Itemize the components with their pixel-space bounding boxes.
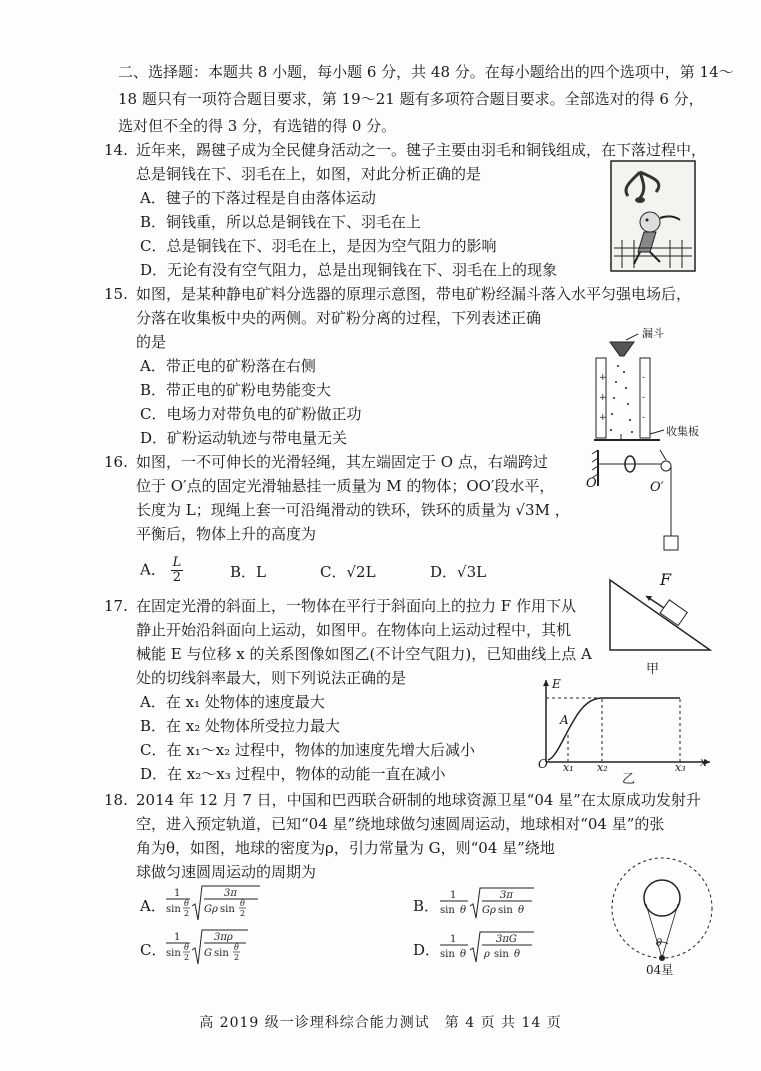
section-line-1: 二、选择题：本题共 8 小题，每小题 6 分，共 48 分。在每小题给出的四个选项中，第 14～ xyxy=(118,63,734,81)
section-line-3: 选对但不全的得 3 分，有选错的得 0 分。 xyxy=(118,117,397,135)
svg-text:-: - xyxy=(642,373,646,383)
svg-text:1: 1 xyxy=(450,934,457,945)
svg-text:3π: 3π xyxy=(500,890,513,901)
svg-text:-: - xyxy=(642,413,646,423)
svg-text:+: + xyxy=(599,373,607,383)
q17-option-d: D．在 x₂～x₃ 过程中，物体的动能一直在减小 xyxy=(140,765,446,783)
q15-funnel-label: 漏斗 xyxy=(642,327,664,340)
svg-text:1: 1 xyxy=(174,888,181,899)
q15-stem-3: 的是 xyxy=(136,333,167,351)
q17-x3-label: x₃ xyxy=(675,761,686,774)
svg-text:+: + xyxy=(599,393,607,403)
q17-number: 17. xyxy=(104,597,128,615)
svg-text:sin: sin xyxy=(498,905,513,916)
svg-text:+: + xyxy=(599,413,607,423)
q18-option-d-formula xyxy=(438,930,538,966)
q16-point-o-label: O xyxy=(586,476,597,491)
svg-text:Gρ: Gρ xyxy=(482,905,496,916)
q14-stem-1: 近年来，踢毽子成为全民健身活动之一。毽子主要由羽毛和铜钱组成，在下落过程中， xyxy=(136,141,707,159)
q18-option-a-label: A． xyxy=(140,897,166,915)
q18-stem-1: 2014 年 12 月 7 日，中国和巴西联合研制的地球资源卫星“04 星”在太原成功发射升 xyxy=(136,791,701,809)
q17-stem-4: 处的切线斜率最大，则下列说法正确的是 xyxy=(136,669,407,687)
q16-option-a-fraction xyxy=(171,556,184,585)
q18-stem-2: 空，进入预定轨道，已知“04 星”绕地球做匀速圆周运动，地球相对“04 星”的张 xyxy=(136,815,665,833)
q18-number: 18. xyxy=(104,791,128,809)
q17-stem-3: 械能 E 与位移 x 的关系图像如图乙(不计空气阻力)，已知曲线上点 A xyxy=(136,645,592,663)
svg-text:sin: sin xyxy=(440,949,455,960)
q16-option-a-numerator: L xyxy=(172,555,182,570)
q18-option-b-formula xyxy=(438,886,538,922)
q14-number: 14. xyxy=(104,141,128,159)
q17-stem-1: 在固定光滑的斜面上，一物体在平行于斜面向上的拉力 F 作用下从 xyxy=(136,597,576,615)
q16-stem-3: 长度为 L；现绳上套一可沿绳滑动的铁环，铁环的质量为 √3M ， xyxy=(136,501,570,519)
q16-rope-figure xyxy=(590,446,700,554)
svg-text:θ: θ xyxy=(184,899,189,908)
q17-figure-yi-label: 乙 xyxy=(622,772,636,787)
q16-option-a-label: A． xyxy=(140,560,166,579)
q15-option-a: A．带正电的矿粉落在右侧 xyxy=(140,357,316,375)
svg-text:θ: θ xyxy=(234,943,239,952)
q17-point-a-label: A xyxy=(560,713,569,727)
svg-text:2: 2 xyxy=(184,953,190,962)
q16-option-c: C．√2L xyxy=(320,563,376,581)
q15-option-c: C．电场力对带负电的矿粉做正功 xyxy=(140,405,362,423)
svg-text:1: 1 xyxy=(450,890,457,901)
q15-plate-label: 收集板 xyxy=(666,425,699,438)
q16-option-a-denominator: 2 xyxy=(172,570,182,585)
svg-text:sin: sin xyxy=(494,949,509,960)
svg-text:2: 2 xyxy=(234,953,240,962)
q18-satellite-label: 04星 xyxy=(646,963,674,977)
svg-text:-: - xyxy=(642,393,646,403)
q14-option-d: D．无论有没有空气阻力，总是出现铜钱在下、羽毛在上的现象 xyxy=(140,261,558,279)
q17-axis-e-label: E xyxy=(552,677,561,691)
q17-stem-2: 静止开始沿斜面向上运动，如图甲。在物体向上运动过程中，其机 xyxy=(136,621,572,639)
q15-number: 15. xyxy=(104,285,128,303)
svg-text:sin: sin xyxy=(220,904,235,915)
q17-option-c: C．在 x₁～x₂ 过程中，物体的加速度先增大后减小 xyxy=(140,741,475,759)
q18-option-b-label: B． xyxy=(413,897,440,915)
q15-stem-2: 分落在收集板中央的两侧。对矿粉分离的过程，下列表述正确 xyxy=(136,309,542,327)
q14-shuttlecock-figure xyxy=(610,160,696,272)
q17-x1-label: x₁ xyxy=(563,761,574,774)
q16-option-b: B．L xyxy=(230,563,266,581)
q18-stem-4: 球做匀速圆周运动的周期为 xyxy=(136,863,317,881)
svg-text:G: G xyxy=(204,948,212,959)
q17-force-label: F xyxy=(660,570,672,589)
page-footer: 高 2019 级一诊理科综合能力测试 第 4 页 共 14 页 xyxy=(199,1015,562,1031)
svg-text:sin: sin xyxy=(166,948,181,959)
svg-text:θ: θ xyxy=(460,949,467,960)
q17-axis-x-label: x xyxy=(700,755,707,769)
q18-stem-3: 角为θ，如图，地球的密度为ρ，引力常量为 G，则“04 星”绕地 xyxy=(136,839,555,857)
q18-option-c-formula xyxy=(164,928,264,972)
svg-text:sin: sin xyxy=(440,905,455,916)
svg-text:sin: sin xyxy=(214,948,229,959)
svg-text:ρ: ρ xyxy=(484,949,490,960)
q14-option-a: A．毽子的下落过程是自由落体运动 xyxy=(140,189,376,207)
q17-origin-label: O xyxy=(538,757,548,771)
svg-text:θ: θ xyxy=(184,943,189,952)
q17-option-b: B．在 x₂ 处物体所受拉力最大 xyxy=(140,717,341,735)
q16-point-o2-label: O′ xyxy=(650,480,664,495)
q16-stem-1: 如图，一不可伸长的光滑轻绳，其左端固定于 O 点，右端跨过 xyxy=(136,453,548,471)
q16-stem-4: 平衡后，物体上升的高度为 xyxy=(136,525,317,543)
svg-text:2: 2 xyxy=(240,909,246,918)
q16-stem-2: 位于 O′点的固定光滑轴悬挂一质量为 M 的物体；OO′段水平， xyxy=(136,477,555,495)
q17-x2-label: x₂ xyxy=(597,761,608,774)
q14-stem-2: 总是铜钱在下、羽毛在上，如图，对此分析正确的是 xyxy=(136,165,482,183)
q14-option-c: C．总是铜钱在下、羽毛在上，是因为空气阻力的影响 xyxy=(140,237,497,255)
q17-option-a: A．在 x₁ 处物体的速度最大 xyxy=(140,693,325,711)
svg-text:3π: 3π xyxy=(224,888,237,899)
svg-text:θ: θ xyxy=(460,905,467,916)
q15-stem-1: 如图，是某种静电矿料分选器的原理示意图，带电矿粉经漏斗落入水平匀强电场后， xyxy=(136,285,692,303)
q18-theta-label: θ xyxy=(656,938,663,949)
svg-text:θ: θ xyxy=(240,899,245,908)
q16-option-d: D．√3L xyxy=(430,563,487,581)
svg-text:sin: sin xyxy=(166,904,181,915)
svg-text:2: 2 xyxy=(184,909,190,918)
q18-option-c-label: C． xyxy=(140,941,167,959)
svg-text:3πG: 3πG xyxy=(496,934,517,945)
q16-option-a xyxy=(140,556,183,585)
svg-text:1: 1 xyxy=(174,932,181,943)
svg-text:θ: θ xyxy=(514,949,521,960)
q17-figure-jia-label: 甲 xyxy=(646,662,660,677)
svg-text:3πρ: 3πρ xyxy=(214,932,233,943)
q18-option-a-formula xyxy=(164,884,274,928)
svg-text:Gρ: Gρ xyxy=(204,904,218,915)
svg-text:θ: θ xyxy=(518,905,525,916)
q15-option-b: B．带正电的矿粉电势能变大 xyxy=(140,381,332,399)
q18-option-d-label: D． xyxy=(413,941,441,959)
q15-option-d: D．矿粉运动轨迹与带电量无关 xyxy=(140,429,348,447)
section-line-2: 18 题只有一项符合题目要求，第 19～21 题有多项符合题目要求。全部选对的得 6 分， xyxy=(118,90,704,108)
q14-option-b: B．铜钱重，所以总是铜钱在下、羽毛在上 xyxy=(140,213,422,231)
q16-number: 16. xyxy=(104,453,128,471)
